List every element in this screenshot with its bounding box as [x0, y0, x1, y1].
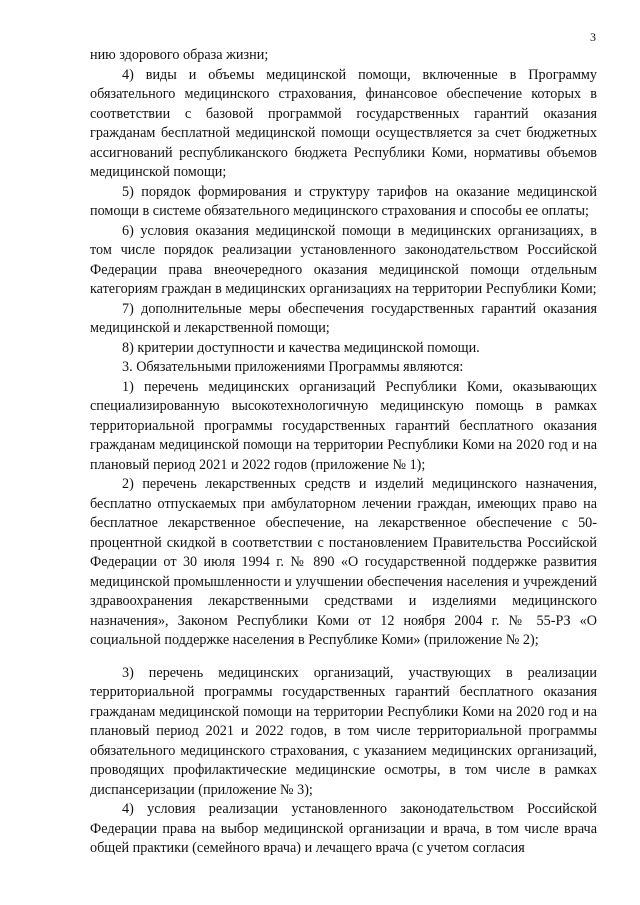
paragraph-appendix-1: 1) перечень медицинских организаций Республики Коми, оказывающих специализированную высокотехнологичную медицинскую помощь в рамках территориальной программы государственных гарантий бесплатного оказания гражданам медицинской помощи на территории Республики Коми на 2020 год и на плановый период 2021 и 2022 годов (приложение № 1);: [90, 378, 597, 473]
paragraph-appendix-2: 2) перечень лекарственных средств и изделий медицинского назначения, бесплатно отпускаемых при амбулаторном лечении граждан, имеющих право на бесплатное лекарственное обеспечение, на лекарственное обеспечение с 50-процентной скидкой в соответствии с постановлением Правительства Российской Федерации от 30 июля 1994 г. № 890 «О государственной поддержке развития медицинской промышленности и улучшении обеспечения населения и учреждений здравоохранения лекарственными средствами и изделиями медицинского назначения», Законом Республики Коми от 12 ноября 2004 г. № 55-РЗ «О социальной поддержке населения в Республике Коми» (приложение № 2);: [90, 476, 597, 648]
paragraph-section-3: 3. Обязательными приложениями Программы являются:: [122, 359, 464, 375]
page-number: 3: [590, 30, 596, 44]
body-text: [90, 46, 597, 859]
paragraph-item-8: 8) критерии доступности и качества медицинской помощи.: [122, 339, 480, 356]
paragraph-item-4: 4) виды и объемы медицинской помощи, включенные в Программу обязательного медицинского страхования, финансовое обеспечение которых в соответствии с базовой программой государственных гарантий оказания гражданам бесплатной медицинской помощи осуществляется за счет бюджетных ассигнований республиканского бюджета Республики Коми, нормативы объемов медицинской помощи;: [90, 66, 597, 180]
paragraph-item-7: 7) дополнительные меры обеспечения государственных гарантий оказания медицинской и лекарственной помощи;: [90, 300, 597, 336]
paragraph-item-6: 6) условия оказания медицинской помощи в медицинских организациях, в том числе порядок реализации установленного законодательством Российской Федерации права внеочередного оказания медицинской помощи отдельным категориям граждан в медицинских организациях на территории Республики Коми;: [90, 222, 597, 297]
paragraph-continuation: нию здорового образа жизни;: [90, 47, 269, 63]
paragraph-item-5: 5) порядок формирования и структуру тарифов на оказание медицинской помощи в системе обязательного медицинского страхования и способы ее оплаты;: [90, 183, 597, 219]
paragraph-appendix-4: 4) условия реализации установленного законодательством Российской Федерации права на выбор медицинской организации и врача, в том числе врача общей практики (семейного врача) и лечащего врача (с учетом согласия: [90, 801, 597, 856]
paragraph-appendix-3: 3) перечень медицинских организаций, участвующих в реализации территориальной программы государственных гарантий бесплатного оказания гражданам медицинской помощи на территории Республики Коми на 2020 год и на плановый период 2021 и 2022 годов, в том числе территориальной программы обязательного медицинского страхования, с указанием медицинских организаций, проводящих профилактические медицинские осмотры, в том числе в рамках диспансеризации (приложение № 3);: [90, 664, 597, 798]
